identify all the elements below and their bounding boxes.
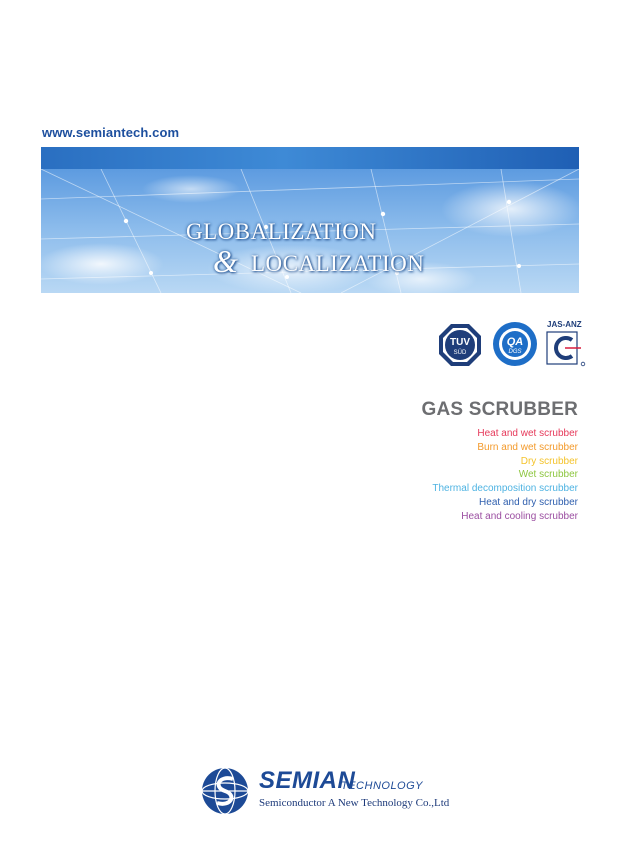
product-title: GAS SCRUBBER (421, 399, 578, 420)
list-item: Heat and dry scrubber (479, 496, 578, 508)
brand-name: SEMIAN (259, 767, 356, 794)
banner-headline-localization: LOCALIZATION (251, 251, 425, 276)
list-item: Heat and cooling scrubber (461, 510, 578, 522)
brand-suffix: TECHNOLOGY (341, 780, 424, 792)
list-item: Thermal decomposition scrubber (432, 483, 578, 495)
banner-headline-globalization: GLOBALIZATION (186, 219, 377, 244)
sud-label: SÜD (453, 350, 467, 356)
dgs-label: DGS (508, 349, 522, 355)
tuv-sud-icon (437, 322, 483, 368)
company-tagline: Semiconductor A New Technology Co.,Ltd (259, 797, 450, 809)
list-item: Wet scrubber (518, 469, 578, 481)
list-item: Heat and wet scrubber (477, 428, 578, 439)
scrubber-type-list (432, 427, 578, 524)
tuv-label: TUV (450, 337, 470, 348)
jas-anz-label: JAS-ANZ (547, 320, 582, 329)
list-item: Dry scrubber (520, 455, 578, 467)
globe-icon (197, 765, 253, 817)
website-url[interactable]: www.semiantech.com (42, 125, 180, 140)
list-item: Burn and wet scrubber (477, 441, 578, 453)
quality-assurance-icon (491, 320, 539, 368)
jas-anz-icon (545, 318, 589, 370)
hero-banner (41, 147, 579, 293)
banner-top-strip (41, 147, 579, 169)
banner-sky-image (41, 169, 579, 293)
certification-marks (437, 318, 587, 370)
qa-label: QA (506, 336, 524, 348)
company-logo (197, 765, 450, 817)
banner-ampersand: & (213, 243, 238, 279)
